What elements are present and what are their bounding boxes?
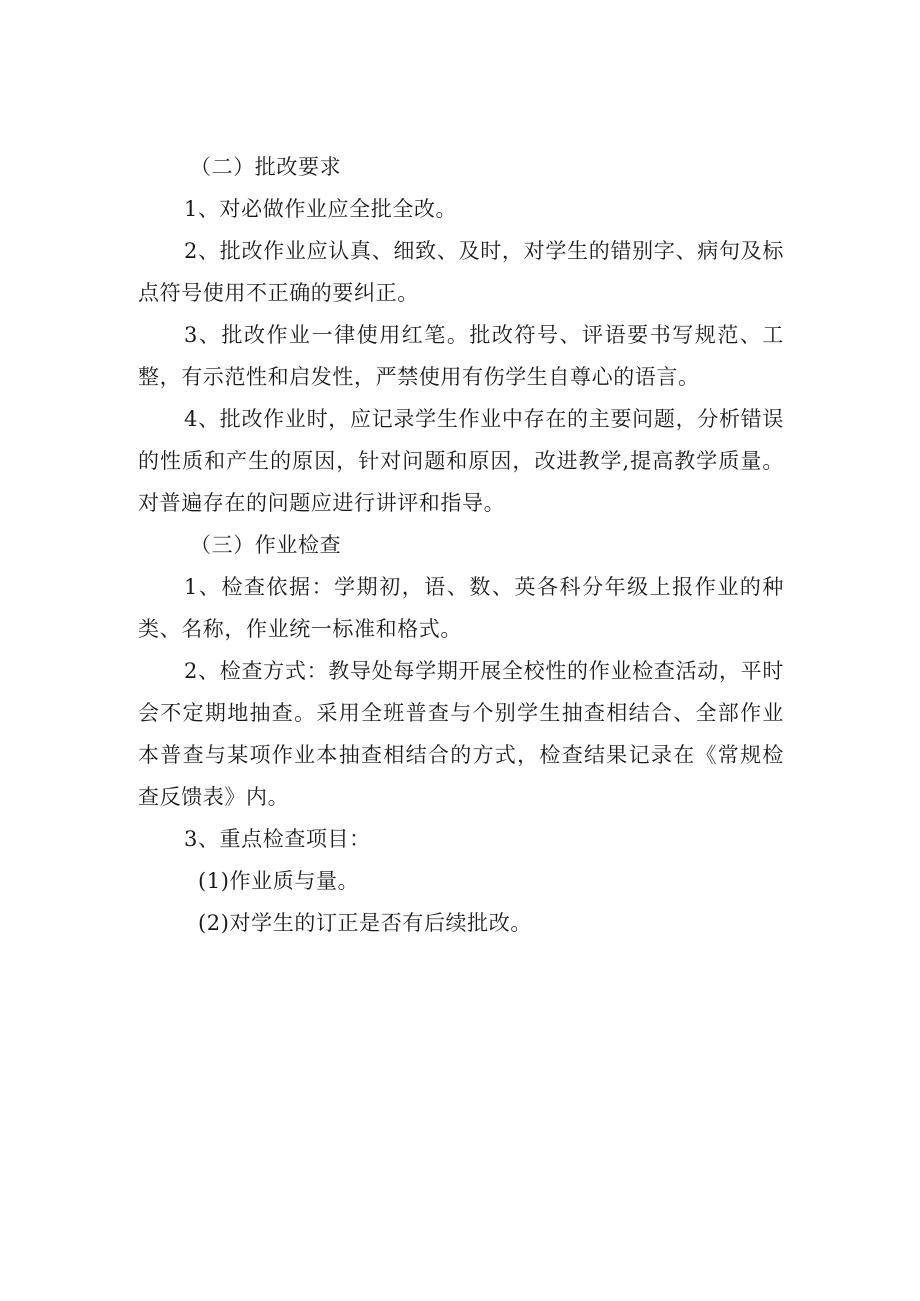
paragraph-correction-3: 3、批改作业一律使用红笔。批改符号、评语要书写规范、工整，有示范性和启发性，严禁使用有伤学生自尊心的语言。 (138, 323, 784, 389)
paragraph-inspection-1: 1、检查依据：学期初，语、数、英各科分年级上报作业的种类、名称，作业统一标准和格式。 (138, 575, 784, 641)
paragraph-correction-2: 2、批改作业应认真、细致、及时，对学生的错别字、病句及标点符号使用不正确的要纠正。 (138, 239, 784, 305)
paragraph-correction-1: 1、对必做作业应全批全改。 (184, 197, 458, 221)
document-body (138, 146, 784, 944)
paragraph-correction-4: 4、批改作业时，应记录学生作业中存在的主要问题，分析错误的性质和产生的原因，针对问题和原因，改进教学,提高教学质量。对普遍存在的问题应进行讲评和指导。 (138, 407, 784, 515)
paragraph-inspection-2: 2、检查方式：教导处每学期开展全校性的作业检查活动，平时会不定期地抽查。采用全班普查与个别学生抽查相结合、全部作业本普查与某项作业本抽查相结合的方式，检查结果记录在《常规检查反馈表》内。 (138, 659, 784, 809)
list-item-quality-quantity: (1)作业质与量。 (198, 869, 360, 893)
section-heading-homework-inspection: （三）作业检查 (190, 533, 342, 557)
list-item-follow-up-correction: (2)对学生的订正是否有后续批改。 (198, 911, 532, 935)
section-heading-correction-requirements: （二）批改要求 (190, 155, 342, 179)
paragraph-inspection-3: 3、重点检查项目： (184, 827, 371, 851)
